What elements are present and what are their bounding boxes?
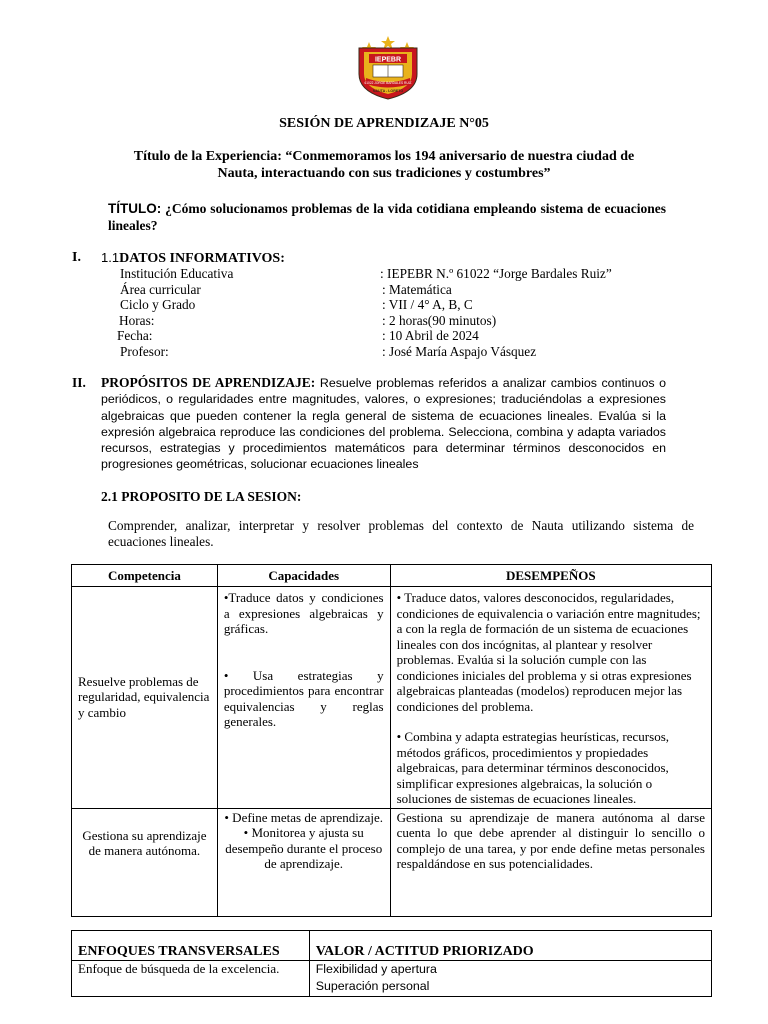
experience-title-line2: Nauta, interactuando con sus tradiciones y costumbres”: [217, 166, 551, 181]
row1-des2: • Combina y adapta estrategias heurísticas, recursos, métodos gráficos, procedimientos y propiedades algebraicas, para determinar términos desconocidos, simplificar expresiones algebraicas, la solución o soluciones de sistemas de ecuaciones lineales.: [396, 729, 670, 806]
header-competencia: Competencia: [72, 565, 218, 587]
valor-flexibilidad: Flexibilidad y apertura: [315, 962, 437, 976]
section2-text: Resuelve problemas referidos a analizar cambios continuos o periódicos, o regularidades entre magnitudes, valores, o expresiones; traduciéndolas a expresiones algebraicas que pueden contener la regla general de sistema de ecuaciones lineales. Evalúa si la expresión algebraica reproduce las condiciones del problema. Selecciona, combina y adapta variados recursos, estrategias y procedimientos matemáticos para determinar términos desconocidos en progresiones geométricas, solucionar ecuaciones lineales: [101, 376, 666, 472]
header-enfoques: ENFOQUES TRANSVERSALES: [72, 931, 310, 961]
row1-des1: • Traduce datos, valores desconocidos, regularidades, condiciones de equivalencia o variación entre magnitudes; a con la regla de formación de un sistema de ecuaciones lineales con dos incógnitas, al plantear y resolver problemas. Evalúa si la solución cumple con las condiciones iniciales del problema y si otras expresiones algebraicas planteadas (modelos) reproducen mejor las condiciones del problema.: [396, 590, 701, 714]
section2-heading: PROPÓSITOS DE APRENDIZAJE:: [101, 375, 316, 390]
session-title: SESIÓN DE APRENDIZAJE N°05: [279, 116, 489, 131]
label-profesor: Profesor:: [120, 343, 169, 359]
label-institucion: Institución Educativa: [120, 266, 234, 281]
section1-number: I.: [72, 250, 81, 265]
row2-capacidades: [217, 808, 390, 916]
valores-cell: [309, 961, 711, 997]
row2-cap2: • Monitorea y ajusta su desempeño durante el proceso de aprendizaje.: [225, 825, 383, 871]
row1-capacidades: [217, 587, 390, 809]
row1-competencia: Resuelve problemas de regularidad, equivalencia y cambio: [72, 587, 218, 809]
label-horas: Horas:: [119, 312, 155, 328]
row2-competencia: Gestiona su aprendizaje de manera autónoma.: [72, 808, 218, 916]
label-fecha: Fecha:: [117, 328, 153, 343]
section1-subnumber: 1.1: [101, 250, 120, 265]
value-horas: : 2 horas(90 minutos): [382, 312, 497, 328]
school-logo: [355, 34, 421, 100]
row1-desempenos: [390, 587, 711, 809]
row1-cap1: •Traduce datos y condiciones a expresiones algebraicas y gráficas.: [223, 590, 384, 636]
titulo-text: ¿Cómo solucionamos problemas de la vida cotidiana empleando sistema de ecuaciones lineales?: [108, 201, 666, 233]
section1-heading: [101, 250, 285, 267]
value-fecha: : 10 Abril de 2024: [382, 328, 479, 343]
row2-desempeno: Gestiona su aprendizaje de manera autónoma al darse cuenta lo que debe aprender al distinguir lo sencillo o complejo de una tarea, y por ende define metas personales respaldándose en sus potencialidades.: [390, 808, 711, 916]
logo-bottom-text: NAUTA - LORETO: [372, 89, 404, 93]
label-ciclo: Ciclo y Grado: [120, 297, 196, 312]
titulo-label: TÍTULO:: [108, 201, 162, 216]
value-area: : Matemática: [382, 281, 452, 297]
section21-text: Comprender, analizar, interpretar y resolver problemas del contexto de Nauta utilizando sistema de ecuaciones lineales.: [108, 518, 694, 549]
value-institucion: : IEPEBR N.º 61022 “Jorge Bardales Ruiz”: [380, 266, 612, 281]
datos-informativos: [0, 266, 768, 362]
logo-ribbon-text: 61022 JORGE BARDALES RUIZ: [364, 81, 412, 85]
session-topic: [108, 201, 666, 234]
header-desempenos: DESEMPEÑOS: [390, 565, 711, 587]
section21-heading: 2.1 PROPOSITO DE LA SESION:: [101, 489, 302, 504]
label-area: Área curricular: [120, 281, 201, 297]
logo-top-text: IEPEBR: [374, 56, 402, 64]
header-capacidades: Capacidades: [217, 565, 390, 587]
experience-title-line1: Título de la Experiencia: “Conmemoramos los 194 aniversario de nuestra ciudad de: [133, 149, 635, 164]
valor-superacion: Superación personal: [315, 979, 430, 993]
value-ciclo: : VII / 4° A, B, C: [382, 297, 473, 312]
value-profesor: : José María Aspajo Vásquez: [382, 343, 537, 359]
section2-paragraph: [101, 375, 666, 473]
row2-cap1: • Define metas de aprendizaje.: [224, 809, 384, 825]
header-valor: VALOR / ACTITUD PRIORIZADO: [309, 931, 711, 961]
enfoque-excelencia: Enfoque de búsqueda de la excelencia.: [72, 961, 310, 997]
competency-table: [71, 564, 712, 917]
enfoques-table: [71, 930, 712, 997]
section1-title: DATOS INFORMATIVOS:: [119, 251, 285, 266]
row1-cap2: • Usa estrategias y procedimientos para encontrar equivalencias y reglas generales.: [223, 667, 384, 729]
section2-number: II.: [72, 375, 86, 390]
